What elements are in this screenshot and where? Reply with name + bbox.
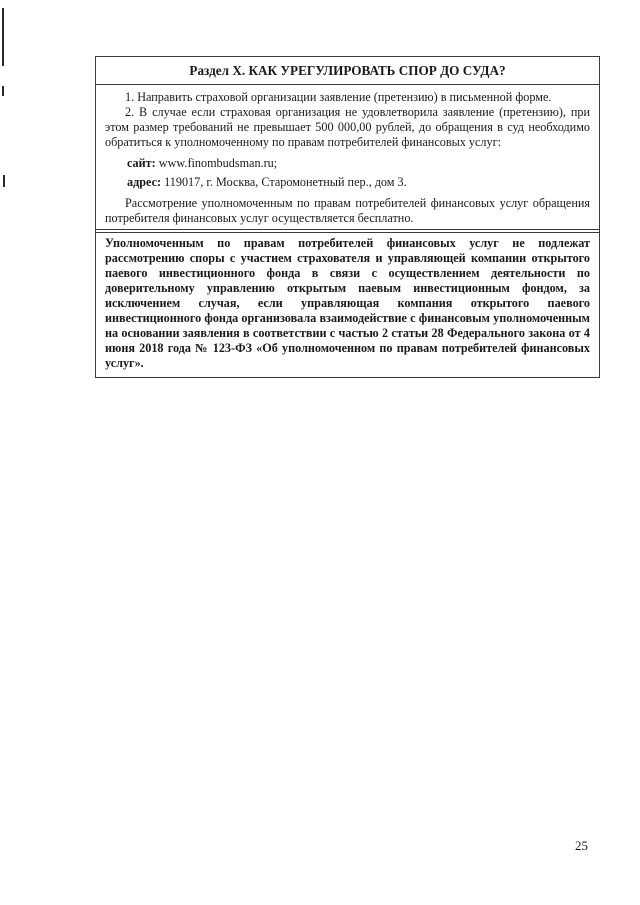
scan-margin-mark xyxy=(2,8,4,66)
section-body xyxy=(96,85,599,232)
section-frame xyxy=(95,56,600,233)
scan-margin-mark xyxy=(2,86,4,96)
section-title: Раздел X. КАК УРЕГУЛИРОВАТЬ СПОР ДО СУДА? xyxy=(96,57,599,85)
step-item-2 xyxy=(105,105,590,150)
page-number: 25 xyxy=(575,838,588,853)
free-of-charge-note: Рассмотрение уполномоченным по правам потребителей финансовых услуг обращения потребителя финансовых услуг осуществляется бесплатно. xyxy=(105,196,590,225)
scan-margin-mark xyxy=(3,175,5,187)
step-number: 1. xyxy=(125,90,135,104)
step-text: В случае если страховая организация не удовлетворила заявление (претензию), при этом размер требований не превышает 500 000,00 рублей, до обращения в суд необходимо обратиться к уполномоченному по правам потребителей финансовых услуг: xyxy=(105,105,590,149)
ombudsman-contacts xyxy=(105,156,590,190)
step-number: 2. xyxy=(125,105,135,119)
address-label: адрес: xyxy=(127,175,162,189)
address-line xyxy=(127,175,590,190)
site-label: сайт: xyxy=(127,156,156,170)
address-value: 119017, г. Москва, Старомонетный пер., дом 3. xyxy=(164,175,407,189)
site-line xyxy=(127,156,590,171)
step-text: Направить страховой организации заявление (претензию) в письменной форме. xyxy=(137,90,552,104)
step-item-1 xyxy=(105,90,590,105)
site-link[interactable]: www.finombudsman.ru; xyxy=(158,156,278,170)
exclusion-warning: Уполномоченным по правам потребителей финансовых услуг не подлежат рассмотрению споры с участием страхователя и управляющей компании открытого паевого инвестиционного фонда в связи с осуществлением деятельности по доверительному управлению открытым паевым инвестиционным фондом, за исключением случая, если управляющая компания открытого паевого инвестиционного фонда организовала взаимодействие с финансовым уполномоченным на основании заявления в соответствии с частью 2 статьи 28 Федерального закона от 4 июня 2018 года № 123-ФЗ «Об уполномоченном по правам потребителей финансовых услуг». xyxy=(95,229,600,378)
